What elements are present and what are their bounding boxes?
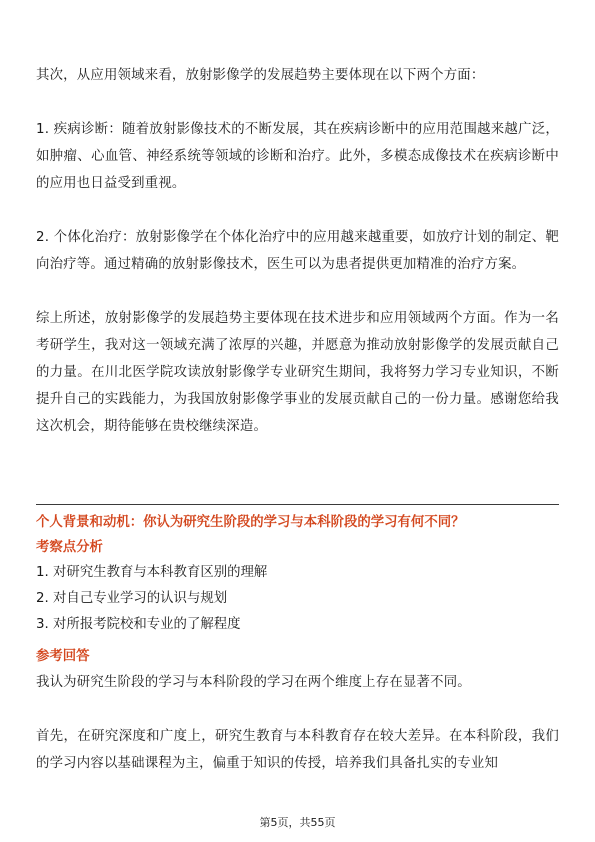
analysis-point: 2. 对自己专业学习的认识与规划 xyxy=(36,591,228,606)
page-number: 第5页，共55页 xyxy=(259,816,336,829)
answer-paragraph: 首先，在研究深度和广度上，研究生教育与本科教育存在较大差异。在本科阶段，我们的学习内容以基础课程为主，偏重于知识的传授，培养我们具备扎实的专业知 xyxy=(36,729,559,771)
paragraph: 综上所述，放射影像学的发展趋势主要体现在技术进步和应用领域两个方面。作为一名考研学生，我对这一领域充满了浓厚的兴趣，并愿意为推动放射影像学的发展贡献自己的力量。在川北医学院攻读放射影像学专业研究生期间，我将努力学习专业知识，不断提升自己的实践能力，为我国放射影像学事业的发展贡献自己的一份力量。感谢您给我这次机会，期待能够在贵校继续深造。 xyxy=(36,311,559,434)
paragraph: 2. 个体化治疗：放射影像学在个体化治疗中的应用越来越重要，如放疗计划的制定、靶向治疗等。通过精确的放射影像技术，医生可以为患者提供更加精准的治疗方案。 xyxy=(36,230,559,272)
section-divider xyxy=(36,504,559,505)
answer-heading: 参考回答 xyxy=(36,649,90,664)
question-section xyxy=(36,510,559,777)
paragraph: 其次，从应用领域来看，放射影像学的发展趋势主要体现在以下两个方面： xyxy=(36,68,485,83)
body-text xyxy=(36,62,559,440)
question-title: 个人背景和动机：你认为研究生阶段的学习与本科阶段的学习有何不同？ xyxy=(36,515,465,530)
analysis-point: 3. 对所报考院校和专业的了解程度 xyxy=(36,617,241,632)
paragraph: 1. 疾病诊断：随着放射影像技术的不断发展，其在疾病诊断中的应用范围越来越广泛，如肿瘤、心血管、神经系统等领域的诊断和治疗。此外，多模态成像技术在疾病诊断中的应用也日益受到重视。 xyxy=(36,122,559,191)
answer-paragraph: 我认为研究生阶段的学习与本科阶段的学习在两个维度上存在显著不同。 xyxy=(36,675,471,690)
analysis-heading: 考察点分析 xyxy=(36,540,103,555)
analysis-point: 1. 对研究生教育与本科教育区别的理解 xyxy=(36,565,268,580)
